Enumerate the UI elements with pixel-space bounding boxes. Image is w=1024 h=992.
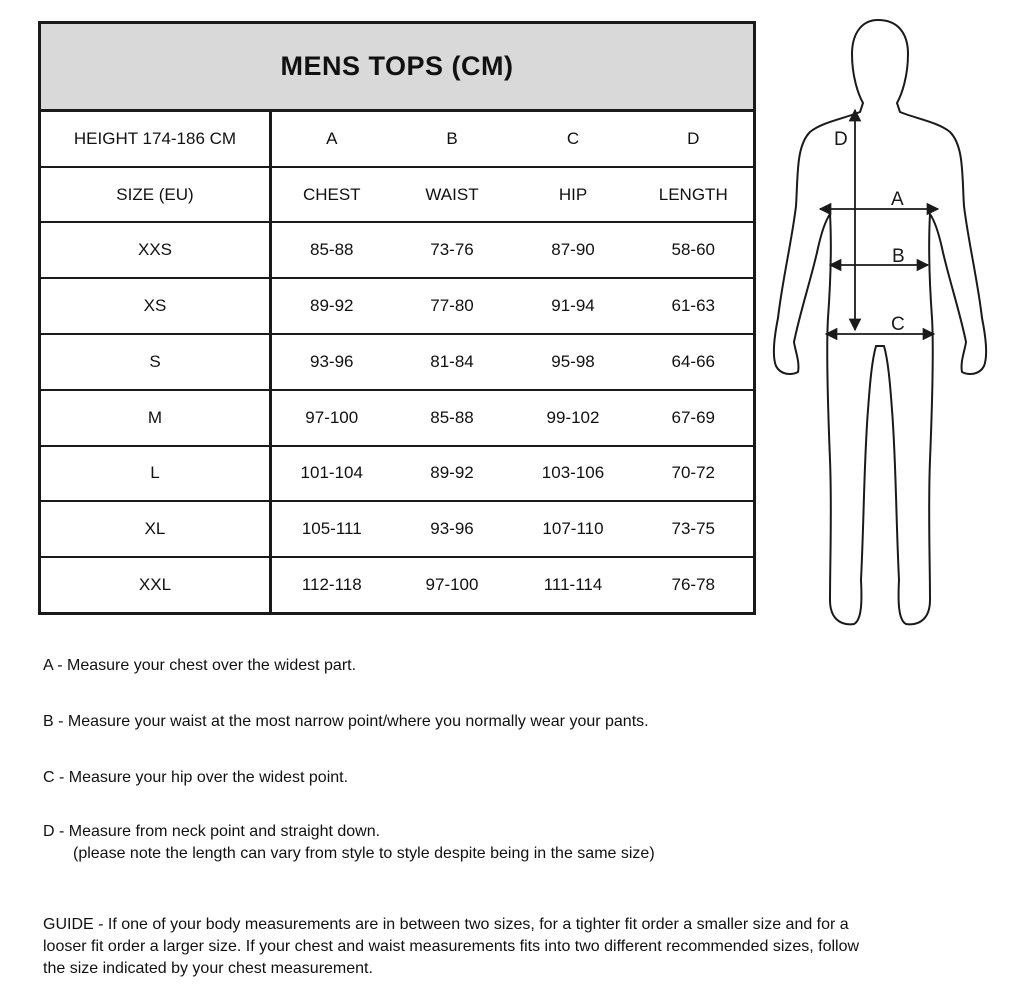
header-cell: CHEST — [271, 167, 392, 223]
length-cell: 58-60 — [634, 222, 755, 278]
header-cell: SIZE (EU) — [40, 167, 271, 223]
note-waist: B - Measure your waist at the most narrow point/where you normally wear your pants. — [43, 713, 649, 730]
header-cell: LENGTH — [634, 167, 755, 223]
header-cell: C — [513, 110, 634, 166]
label-c: C — [891, 314, 905, 335]
size-cell: XL — [40, 501, 271, 557]
note-hip: C - Measure your hip over the widest point. — [43, 769, 349, 786]
table-title-row — [40, 23, 755, 111]
table-title: MENS TOPS (CM) — [40, 23, 755, 111]
chest-cell: 85-88 — [271, 222, 392, 278]
size-cell: L — [40, 446, 271, 502]
hip-cell: 111-114 — [513, 557, 634, 613]
hip-cell: 107-110 — [513, 501, 634, 557]
body-measurement-figure — [766, 16, 996, 632]
note-length-line2: (please note the length can vary from style to style despite being in the same size) — [73, 845, 655, 862]
size-chart-table — [38, 21, 756, 615]
size-cell: M — [40, 390, 271, 446]
header-cell: HIP — [513, 167, 634, 223]
body-outline — [774, 20, 986, 624]
note-chest: A - Measure your chest over the widest part. — [43, 657, 357, 674]
header-cell: B — [392, 110, 513, 166]
waist-cell: 85-88 — [392, 390, 513, 446]
waist-cell: 73-76 — [392, 222, 513, 278]
chest-cell: 105-111 — [271, 501, 392, 557]
hip-cell: 99-102 — [513, 390, 634, 446]
chest-cell: 97-100 — [271, 390, 392, 446]
waist-cell: 97-100 — [392, 557, 513, 613]
size-cell: XXS — [40, 222, 271, 278]
length-cell: 64-66 — [634, 334, 755, 390]
size-cell: XS — [40, 278, 271, 334]
table-row — [40, 390, 755, 446]
table-row — [40, 446, 755, 502]
table-row — [40, 222, 755, 278]
chest-cell: 101-104 — [271, 446, 392, 502]
chest-cell: 112-118 — [271, 557, 392, 613]
waist-cell: 77-80 — [392, 278, 513, 334]
table-header-row — [40, 167, 755, 223]
header-cell: D — [634, 110, 755, 166]
table-row — [40, 557, 755, 613]
chest-cell: 93-96 — [271, 334, 392, 390]
header-cell: WAIST — [392, 167, 513, 223]
note-length-line1: D - Measure from neck point and straight down. — [43, 823, 381, 840]
size-cell: S — [40, 334, 271, 390]
header-cell: A — [271, 110, 392, 166]
header-cell: HEIGHT 174-186 CM — [40, 110, 271, 166]
guide-text: GUIDE - If one of your body measurements are in between two sizes, for a tighter fit order a smaller size and for a looser fit order a larger size. If your chest and waist measurements fits into two different recommended sizes, follow the size indicated by your chest measurement. — [43, 916, 860, 977]
length-cell: 67-69 — [634, 390, 755, 446]
chest-cell: 89-92 — [271, 278, 392, 334]
size-cell: XXL — [40, 557, 271, 613]
table-header-row — [40, 110, 755, 166]
label-d: D — [834, 129, 848, 150]
note-length — [43, 821, 943, 865]
hip-cell: 103-106 — [513, 446, 634, 502]
hip-cell: 95-98 — [513, 334, 634, 390]
waist-cell: 89-92 — [392, 446, 513, 502]
label-a: A — [891, 189, 904, 210]
hip-cell: 87-90 — [513, 222, 634, 278]
hip-cell: 91-94 — [513, 278, 634, 334]
length-cell: 61-63 — [634, 278, 755, 334]
length-cell: 70-72 — [634, 446, 755, 502]
length-cell: 76-78 — [634, 557, 755, 613]
waist-cell: 81-84 — [392, 334, 513, 390]
table-row — [40, 278, 755, 334]
waist-cell: 93-96 — [392, 501, 513, 557]
length-cell: 73-75 — [634, 501, 755, 557]
label-b: B — [892, 246, 905, 267]
table-row — [40, 501, 755, 557]
table-row — [40, 334, 755, 390]
